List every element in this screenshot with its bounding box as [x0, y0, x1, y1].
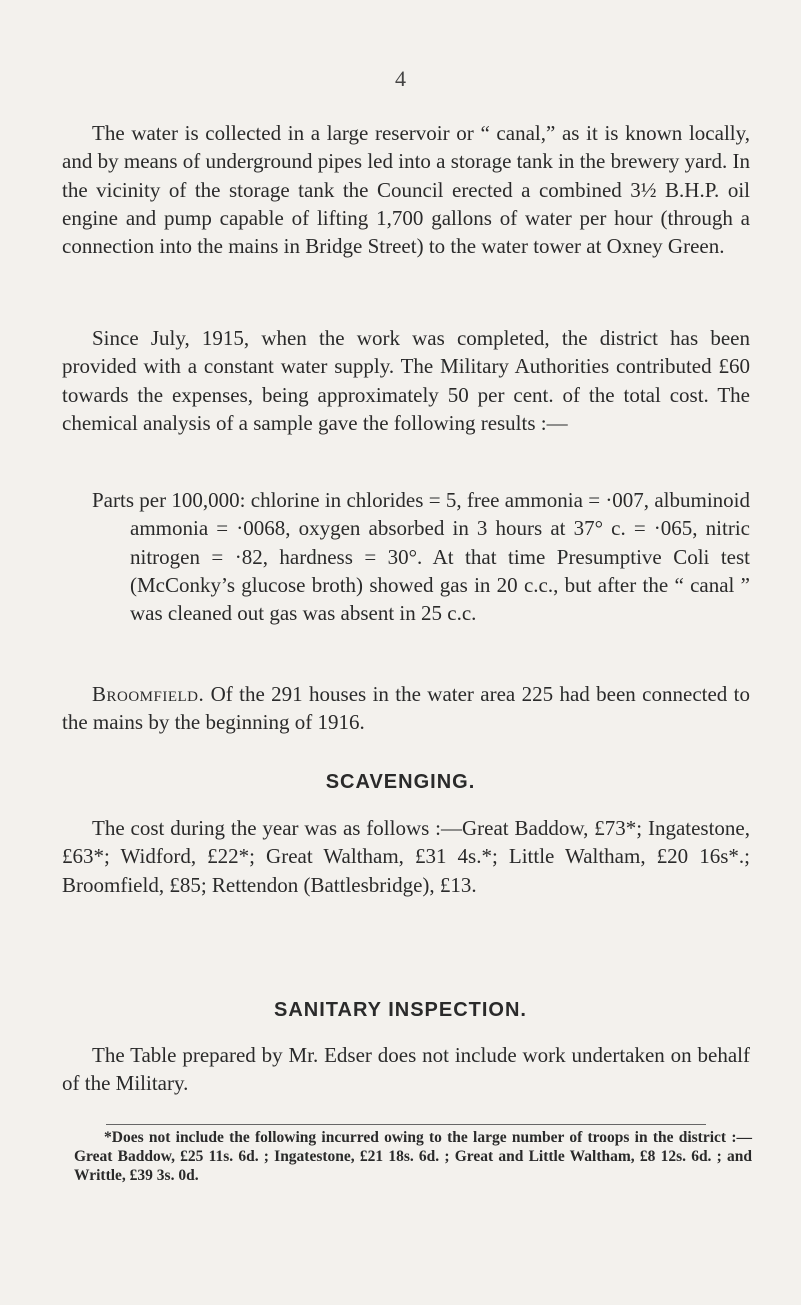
heading-sanitary-inspection: SANITARY INSPECTION. [274, 999, 527, 1021]
footnote-divider [106, 1124, 706, 1125]
broomfield-label: Broomfield. [92, 682, 205, 706]
broomfield-text: Of the 291 houses in the water area 225 had been connected to the mains by the beginning of 1916. [62, 682, 750, 735]
paragraph-broomfield [62, 680, 750, 737]
paragraph-scavenging: The cost during the year was as follows :—Great Baddow, £73*; Ingatestone, £63*; Widford, £22*; Great Waltham, £31 4s.*; Little Waltham, £20 16s*.; Broomfield, £85; Rettendon (Battlesbridge), £13. [62, 816, 750, 897]
heading-scavenging: SCAVENGING. [325, 771, 476, 793]
paragraph-reservoir: The water is collected in a large reservoir or “ canal,” as it is known locally, and by means of underground pipes led into a storage tank in the brewery yard. In the vicinity of the storage tank the Council erected a combined 3½ B.H.P. oil engine and pump capable of lifting 1,700 gallons of water per hour (through a connection into the mains in Bridge Street) to the water tower at Oxney Green. [62, 121, 750, 259]
footnote: *Does not include the following incurred owing to the large number of troops in the district :—Great Baddow, £25 11s. 6d. ; Ingatestone, £21 18s. 6d. ; Great and Little Waltham, £8 12s. 6d. ; and Writtle, £39 3s. 0d. [74, 1129, 752, 1184]
paragraph-chemical-analysis: Parts per 100,000: chlorine in chlorides = 5, free ammonia = ·007, albuminoid ammonia = ·0068, oxygen absorbed in 3 hours at 37° c. = ·065, nitric nitrogen = ·82, hardness = 30°. At that time Presumptive Coli test (McConky’s glucose broth) showed gas in 20 c.c., but after the “ canal ” was cleaned out gas was absent in 25 c.c. [92, 488, 750, 626]
paragraph-sanitary-inspection: The Table prepared by Mr. Edser does not include work undertaken on behalf of the Military. [62, 1043, 750, 1096]
paragraph-water-supply: Since July, 1915, when the work was completed, the district has been provided with a constant water supply. The Military Authorities contributed £60 towards the expenses, being approximately 50 per cent. of the total cost. The chemical analysis of a sample gave the following results :— [62, 326, 750, 435]
page-number: 4 [395, 66, 406, 91]
